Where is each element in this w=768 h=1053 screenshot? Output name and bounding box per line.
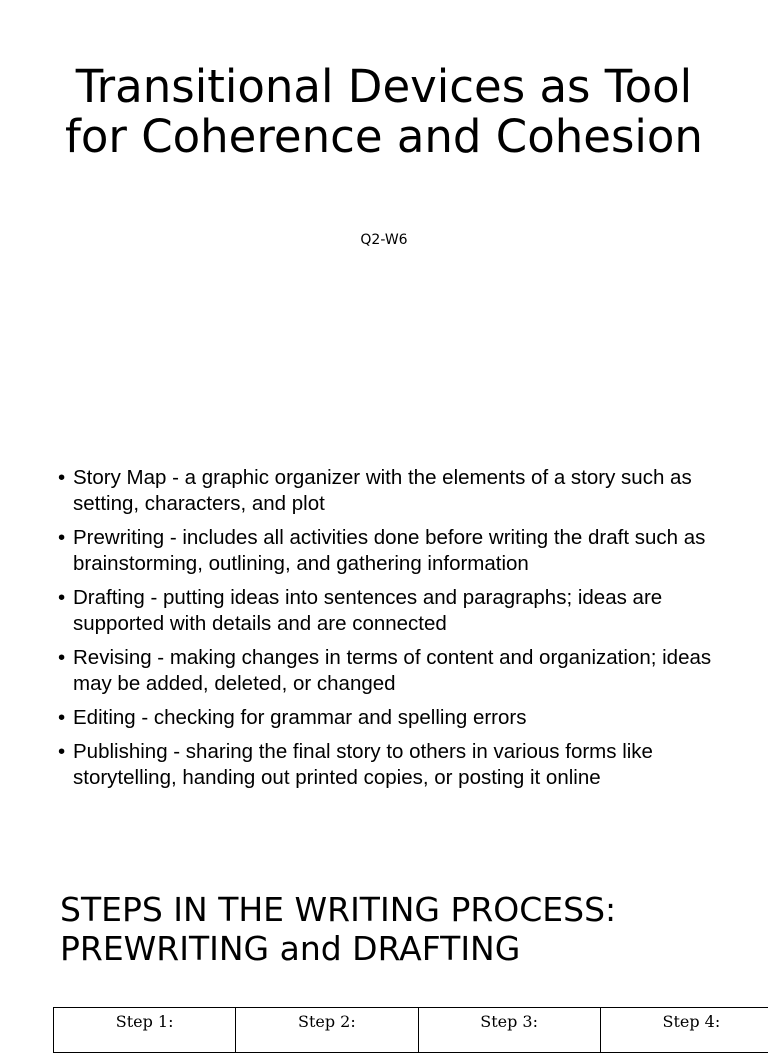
list-item — [58, 465, 738, 517]
bullet-icon: • — [58, 465, 65, 491]
list-item-text: Revising - making changes in terms of content and organization; ideas may be added, deleted, or changed — [73, 646, 711, 695]
list-item-text: Drafting - putting ideas into sentences and paragraphs; ideas are supported with details and are connected — [73, 586, 662, 635]
list-item — [58, 739, 738, 791]
table-header-cell: Step 3: — [418, 1008, 600, 1053]
table-header-cell: Step 4: — [600, 1008, 768, 1053]
slide-subtitle: Q2-W6 — [0, 230, 768, 250]
definitions-list — [58, 465, 738, 799]
list-item — [58, 585, 738, 637]
steps-table — [53, 1007, 768, 1053]
bullet-icon: • — [58, 585, 65, 611]
list-item — [58, 705, 738, 731]
list-item-text: Editing - checking for grammar and spelling errors — [73, 706, 526, 729]
list-item — [58, 645, 738, 697]
bullet-icon: • — [58, 525, 65, 551]
slide-title: Transitional Devices as Tool for Coherence and Cohesion — [60, 62, 708, 162]
list-item — [58, 525, 738, 577]
table-header-cell: Step 1: — [54, 1008, 236, 1053]
list-item-text: Story Map - a graphic organizer with the elements of a story such as setting, characters, and plot — [73, 466, 692, 515]
list-item-text: Publishing - sharing the final story to others in various forms like storytelling, handing out printed copies, or posting it online — [73, 740, 653, 789]
section-heading: STEPS IN THE WRITING PROCESS: PREWRITING and DRAFTING — [60, 890, 740, 968]
table-header-cell: Step 2: — [236, 1008, 418, 1053]
bullet-icon: • — [58, 645, 65, 671]
table-row — [54, 1008, 768, 1053]
bullet-icon: • — [58, 739, 65, 765]
list-item-text: Prewriting - includes all activities done before writing the draft such as brainstorming, outlining, and gathering information — [73, 526, 705, 575]
bullet-icon: • — [58, 705, 65, 731]
